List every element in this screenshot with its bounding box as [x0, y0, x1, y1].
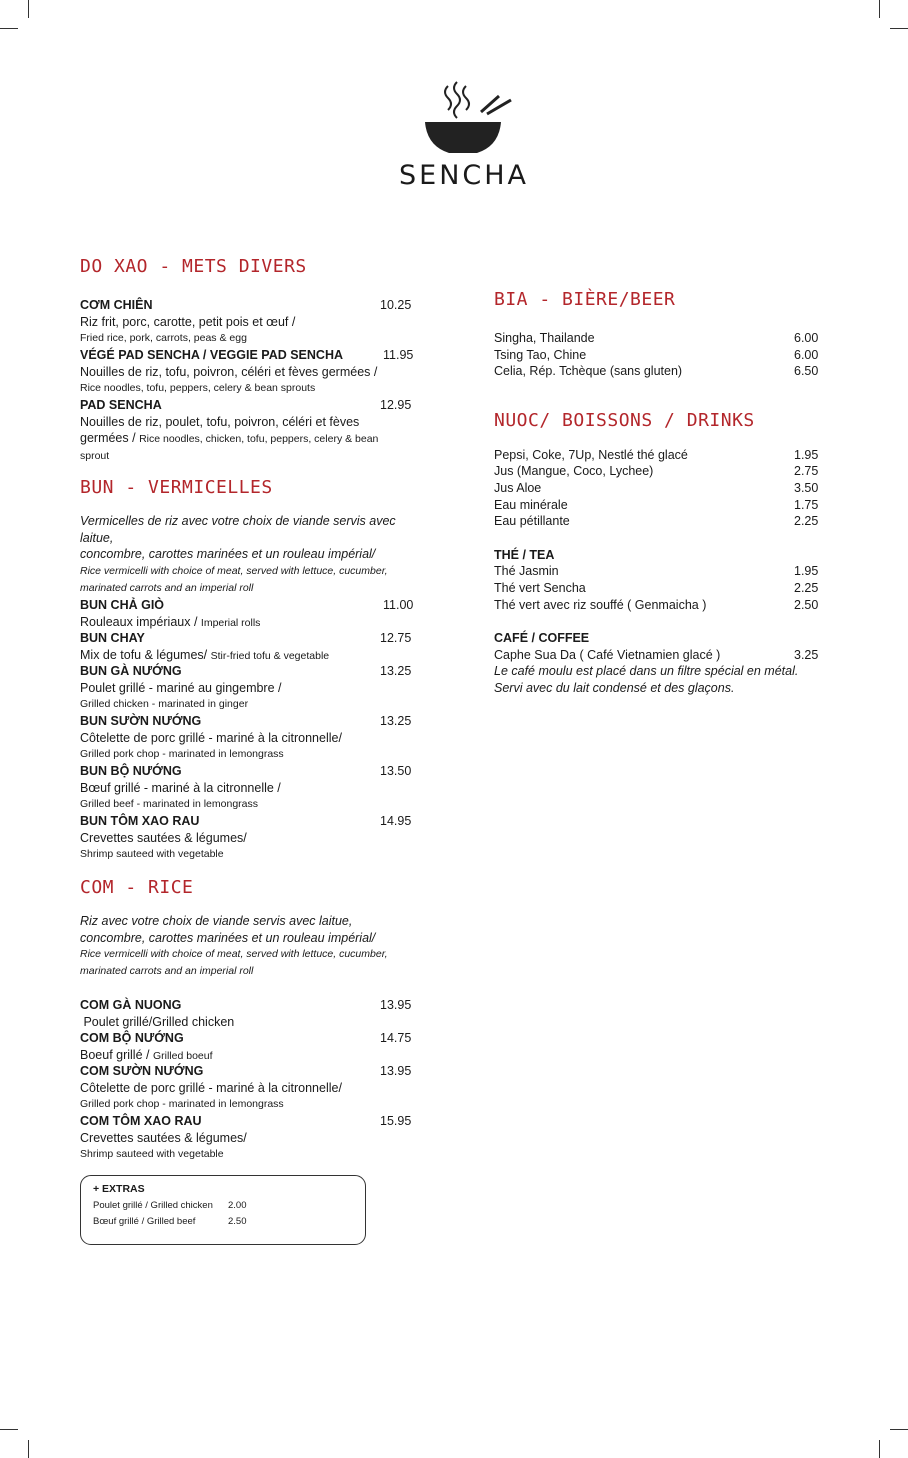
menu-item	[80, 713, 380, 763]
drink-price: 1.95	[794, 564, 819, 578]
crop-mark	[879, 0, 880, 18]
section-title-nuoc: NUOC/ BOISSONS / DRINKS	[494, 410, 755, 431]
extras-item-price: 2.50	[228, 1216, 247, 1227]
intro-fr: Riz avec votre choix de viande servis avec laitue,	[80, 914, 353, 928]
drink-price: 6.00	[794, 348, 819, 362]
item-desc-en: Shrimp sauteed with vegetable	[80, 1148, 224, 1161]
item-price: 10.25	[380, 298, 412, 312]
extras-item-label: Poulet grillé / Grilled chicken	[93, 1200, 213, 1211]
menu-item	[80, 297, 420, 347]
section-title-bun: BUN - VERMICELLES	[80, 477, 273, 498]
item-name: BUN GÀ NƯỚNG	[80, 664, 182, 678]
item-price: 13.25	[380, 664, 412, 678]
menu-item	[80, 763, 380, 813]
item-desc-en: Grilled pork chop - marinated in lemongrass	[80, 1098, 284, 1111]
drink-price: 6.50	[794, 364, 819, 378]
intro-fr: Vermicelles de riz avec votre choix de viande servis avec laitue,	[80, 514, 396, 545]
drink-price: 2.25	[794, 581, 819, 595]
menu-item	[80, 663, 380, 713]
menu-item	[80, 397, 410, 465]
item-name: BUN SƯỜN NƯỚNG	[80, 714, 202, 728]
intro-en: Rice vermicelli with choice of meat, served with lettuce, cucumber,	[80, 565, 388, 578]
intro-en: marinated carrots and an imperial roll	[80, 965, 254, 978]
item-price: 13.95	[380, 998, 412, 1012]
item-desc-fr: Boeuf grillé /	[80, 1047, 150, 1062]
item-desc-fr: Bœuf grillé - mariné à la citronnelle /	[80, 780, 281, 795]
item-price: 15.95	[380, 1114, 412, 1128]
item-name: BUN BỘ NƯỚNG	[80, 764, 182, 778]
drink-label: Tsing Tao, Chine	[494, 348, 587, 362]
drink-price: 3.25	[794, 648, 819, 662]
subsection-title-coffee: CAFÉ / COFFEE	[494, 631, 590, 645]
item-name: VÉGÉ PAD SENCHA / VEGGIE PAD SENCHA	[80, 348, 344, 362]
extras-title: + EXTRAS	[93, 1183, 145, 1195]
item-desc-fr: Crevettes sautées & légumes/	[80, 830, 247, 845]
section-title-bia: BIA - BIÈRE/BEER	[494, 289, 676, 310]
drink-label: Singha, Thailande	[494, 331, 595, 345]
item-desc-fr: germées /	[80, 431, 136, 446]
item-price: 11.95	[383, 348, 414, 362]
item-desc-fr: Mix de tofu & légumes/	[80, 647, 208, 662]
drink-label: Eau minérale	[494, 498, 568, 512]
crop-mark	[28, 1440, 29, 1458]
item-name: COM GÀ NUONG	[80, 998, 182, 1012]
subsection-title-tea: THÉ / TEA	[494, 548, 555, 562]
item-price: 13.25	[380, 714, 412, 728]
intro-en: Rice vermicelli with choice of meat, served with lettuce, cucumber,	[80, 948, 388, 961]
extras-item-label: Bœuf grillé / Grilled beef	[93, 1216, 196, 1227]
drink-price: 2.75	[794, 464, 819, 478]
section-title-com: COM - RICE	[80, 877, 194, 898]
drink-price: 2.25	[794, 514, 819, 528]
crop-mark	[879, 1440, 880, 1458]
brand-name: SENCHA	[399, 160, 530, 191]
crop-mark	[28, 0, 29, 18]
item-desc-fr: Poulet grillé - mariné au gingembre /	[80, 680, 282, 695]
menu-item	[80, 1030, 380, 1064]
section-intro	[80, 513, 420, 597]
drink-label: Thé vert Sencha	[494, 581, 586, 595]
item-desc-en: Stir-fried tofu & vegetable	[210, 649, 330, 662]
drink-label: Jus (Mangue, Coco, Lychee)	[494, 464, 654, 478]
crop-mark	[890, 28, 908, 29]
item-desc-en: Grilled pork chop - marinated in lemongrass	[80, 748, 284, 761]
menu-item	[80, 997, 380, 1030]
menu-item	[80, 813, 380, 863]
menu-item	[80, 1063, 380, 1113]
item-price: 14.95	[380, 814, 412, 828]
item-desc-en: Rice noodles, chicken, tofu, peppers, celery & bean	[139, 433, 379, 446]
item-desc-fr: Nouilles de riz, poulet, tofu, poivron, céléri et fèves	[80, 414, 360, 429]
drink-label: Eau pétillante	[494, 514, 570, 528]
item-desc-en: Grilled beef - marinated in lemongrass	[80, 798, 258, 811]
item-name: BUN CHẢ GIÒ	[80, 598, 165, 612]
menu-item	[80, 597, 380, 631]
item-name: BUN TÔM XAO RAU	[80, 814, 200, 828]
item-desc-fr: Nouilles de riz, tofu, poivron, céléri et fèves germées /	[80, 364, 378, 379]
crop-mark	[0, 1429, 18, 1430]
section-title-do-xao: DO XAO - METS DIVERS	[80, 256, 307, 277]
intro-en: marinated carrots and an imperial roll	[80, 581, 254, 594]
item-desc-fr: Rouleaux impériaux /	[80, 614, 198, 629]
crop-mark	[890, 1429, 908, 1430]
item-name: BUN CHAY	[80, 631, 145, 645]
item-price: 12.75	[380, 631, 412, 645]
item-desc-fr: Crevettes sautées & légumes/	[80, 1130, 247, 1145]
item-desc-en: Shrimp sauteed with vegetable	[80, 848, 224, 861]
item-desc-en: Rice noodles, tofu, peppers, celery & bean sprouts	[80, 382, 316, 395]
item-price: 13.95	[380, 1064, 412, 1078]
item-price: 13.50	[380, 764, 412, 778]
item-desc-en: Fried rice, pork, carrots, peas & egg	[80, 332, 247, 345]
drink-label: Pepsi, Coke, 7Up, Nestlé thé glacé	[494, 448, 688, 462]
drink-label: Caphe Sua Da ( Café Vietnamien glacé )	[494, 648, 721, 662]
menu-item	[80, 347, 410, 397]
drink-label: Celia, Rép. Tchèque (sans gluten)	[494, 364, 683, 378]
drink-label: Thé Jasmin	[494, 564, 559, 578]
item-price: 12.95	[380, 398, 412, 412]
drink-price: 1.75	[794, 498, 819, 512]
drink-label: Thé vert avec riz souffé ( Genmaicha )	[494, 598, 707, 612]
item-desc-en: Imperial rolls	[200, 616, 261, 629]
intro-fr: concombre, carottes marinées et un rouleau impérial/	[80, 547, 376, 562]
item-desc-fr: Côtelette de porc grillé - mariné à la citronnelle/	[80, 1080, 342, 1095]
item-desc-fr: Côtelette de porc grillé - mariné à la citronnelle/	[80, 730, 342, 745]
drink-price: 3.50	[794, 481, 819, 495]
item-name: COM BỘ NƯỚNG	[80, 1031, 184, 1045]
item-desc-fr: Riz frit, porc, carotte, petit pois et œuf /	[80, 314, 296, 329]
item-desc-fr: Poulet grillé/Grilled chicken	[80, 1014, 235, 1029]
drink-price: 6.00	[794, 331, 819, 345]
drink-label: Jus Aloe	[494, 481, 542, 495]
item-name: CƠM CHIÊN	[80, 298, 153, 312]
item-name: COM SƯỜN NƯỚNG	[80, 1064, 204, 1078]
extras-item-price: 2.00	[228, 1200, 247, 1211]
item-price: 14.75	[380, 1031, 412, 1045]
drink-price: 2.50	[794, 598, 819, 612]
intro-fr: concombre, carottes marinées et un rouleau impérial/	[80, 930, 376, 945]
item-price: 11.00	[383, 598, 414, 612]
crop-mark	[0, 28, 18, 29]
coffee-note: Servi avec du lait condensé et des glaçons.	[494, 681, 735, 695]
item-name: PAD SENCHA	[80, 398, 162, 412]
item-desc-en: Grilled boeuf	[152, 1049, 213, 1062]
menu-item	[80, 1113, 380, 1163]
drink-price: 1.95	[794, 448, 819, 462]
section-intro	[80, 913, 420, 980]
item-desc-en: Grilled chicken - marinated in ginger	[80, 698, 249, 711]
item-name: COM TÔM XAO RAU	[80, 1114, 202, 1128]
coffee-note: Le café moulu est placé dans un filtre spécial en métal.	[494, 664, 799, 678]
menu-item	[80, 630, 380, 664]
item-desc-en: sprout	[80, 450, 110, 463]
extras-box	[80, 1175, 366, 1245]
